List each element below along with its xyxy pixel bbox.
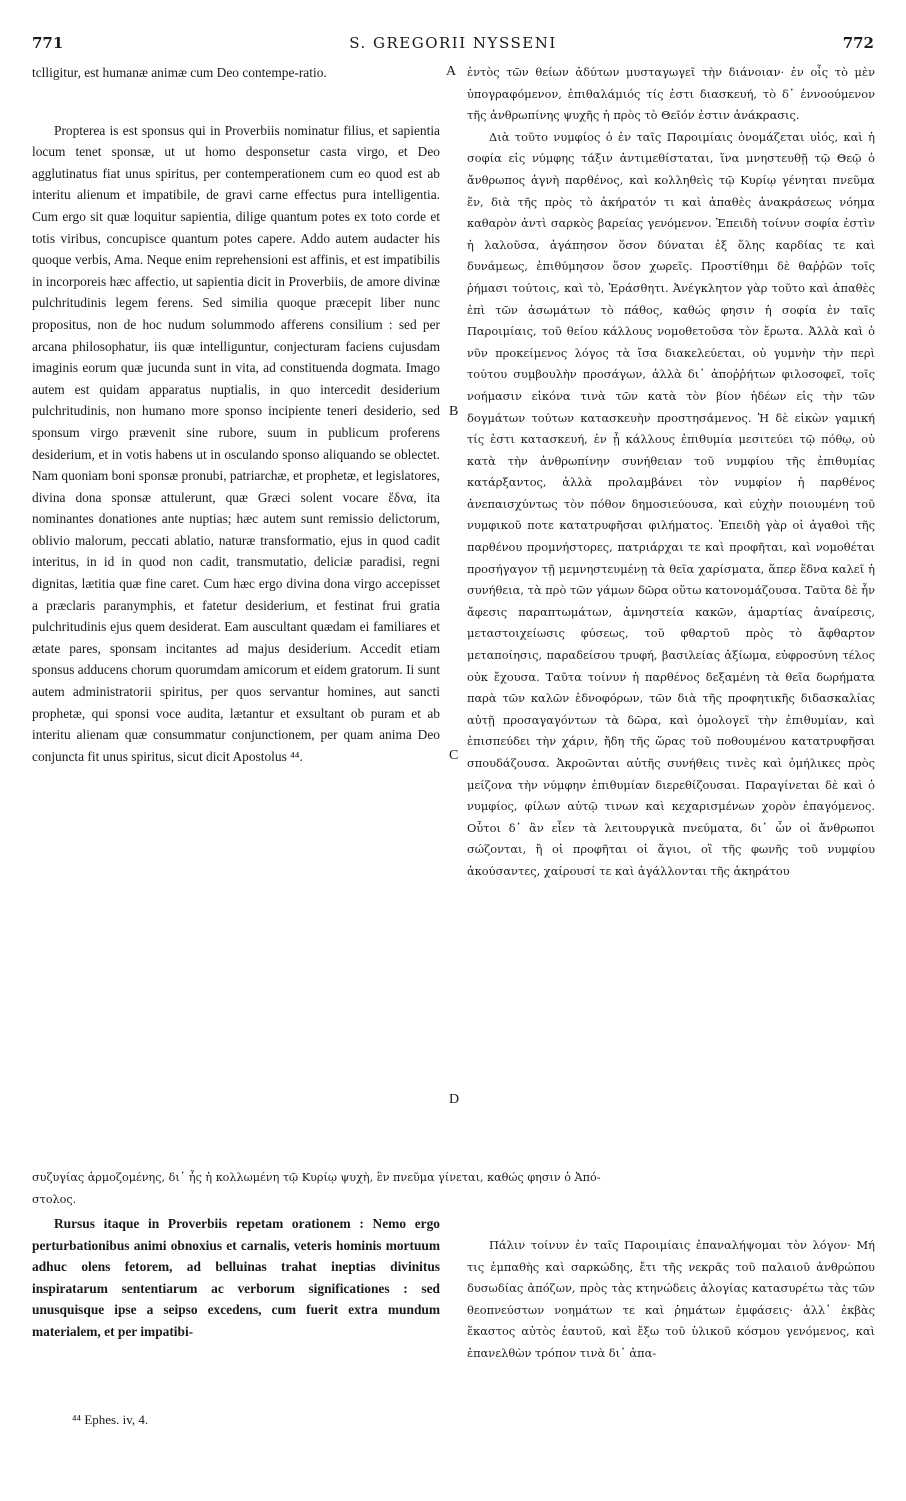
page-number-left: 771 bbox=[32, 34, 64, 52]
section-marker-c: C bbox=[449, 748, 459, 763]
latin-paragraph-2: Rursus itaque in Proverbiis repetam orationem : Nemo ergo perturbationibus animi obnoxius et carnalis, veteris hominis mortuum adhuc olens fetorem, ad belluinas trahat ineptias divinitus inspiratarum sententiarum ac verborum significationes : sed unusquisque ipse a seipso excedens, cum fuerit extra mundum materialem, et per impatibi- bbox=[32, 1216, 440, 1339]
footnote: ⁴⁴ Ephes. iv, 4. bbox=[72, 1412, 149, 1427]
section-marker-a: A bbox=[446, 64, 457, 79]
greek-column-lower bbox=[467, 1235, 875, 1405]
section-marker-b: B bbox=[449, 404, 459, 419]
full-width-continuation bbox=[32, 1167, 875, 1211]
page-number-right: 772 bbox=[842, 34, 874, 52]
greek-paragraph-2: Πάλιν τοίνυν ἐν ταῖς Παροιμίαις ἐπαναλήψομαι τὸν λόγον· Μή τις ἐμπαθὴς καὶ σαρκώδης, ἔτι τῆς νεκρᾶς τοῦ παλαιοῦ ἀνθρώπου δυσωδίας ἀπόζων, πρὸς τὰς κτηνώδεις ἀλογίας κατασυρέτω τὰς τῶν θεοπνεύστων νοημάτων τε καὶ ῥημάτων ἐμφάσεις· ἀλλ᾽ ἐκβὰς ἕκαστος αὐτὸς ἑαυτοῦ, καὶ ἔξω τοῦ ὑλικοῦ κόσμου γενόμενος, καὶ ἐπανελθὼν τρόπον τινὰ δι᾽ ἀπα- bbox=[467, 1238, 875, 1360]
greek-column bbox=[467, 62, 875, 1186]
paragraph-gap bbox=[32, 84, 440, 120]
latin-column bbox=[32, 62, 440, 1164]
latin-paragraph-0: tclligitur, est humanæ animæ cum Deo contempe-ratio. bbox=[32, 65, 327, 80]
page-header bbox=[32, 34, 874, 58]
latin-column-lower bbox=[32, 1213, 440, 1405]
continuation-line-1: συζυγίας ἁρμοζομένης, δι᾽ ἧς ἡ κολλωμένη τῷ Κυρίῳ ψυχὴ, ἓν πνεῦμα γίνεται, καθώς φησιν ὁ Ἀπό- bbox=[32, 1171, 601, 1184]
latin-paragraph-1: Propterea is est sponsus qui in Proverbiis nominatur filius, et sapientia locum tenet sponsæ, ut ut homo desponsetur casta virgo, et Deo agglutinatus fiat unus spiritus, per contemperationem cum eo quod est ab interitu alienum et impatibile, de gravi carne effectus pura intelligentia. Cum ergo sit quæ loquitur sapientia, dilige quantum potes ex toto corde et totis viribus, concupisce quantum potes capere. Addo autem audacter his quoque verbis, Ama. Neque enim reprehensioni est affinis, et est impatibilis in incorporeis hæc affectio, ut sapientia dicit in Proverbiis, de amore divinæ pulchritudinis legem ferens. Sed similia quoque præcepit liber nunc propositus, non de hoc nudum solummodo afferens consilium : sed per arcana philosophatur, iis quæ intelliguntur, conjecturam faciens cujusdam imaginis eorum quæ jucunda sunt in vita, ad constituenda dogmata. Imago autem est quidam apparatus nuptialis, in quo intercedit desiderium pulchritudinis, non humano more sponso incipiente teneri desiderio, sed sponsum virgo prævenit sine rubore, suum in publicum proferens desiderium, et in votis habens ut in osculando sponso aliquando se oblectet. Nam quoniam boni sponsæ pronubi, patriarchæ, et prophetæ, et legislatores, divina dona sponsæ attulerunt, quæ Græci solent vocare ἕδνα, ita nominantes donationes ante nuptias; hæc autem sunt remissio delictorum, oblivio malorum, peccati ablatio, naturæ transformatio, ejus in quod cadit interitus, in id in quod non cadit, transmutatio, deliciæ paradisi, regni dignitas, lætitia quæ fine caret. Cum hæc ergo divina dona virgo accepisset a præclaris paranymphis, et fatetur desiderium, et festinat frui gratia pulchritudinis ejus quem desiderat. Eam auscultant quædam ei familiares et ætate pares, sponsam incitantes ad majus desiderium. Accedit etiam sponsus adducens chorum quorumdam amicorum et eidem gratorum. Ii sunt autem administratorii spiritus, per quos servantur homines, aut sancti prophetæ, qui sponsi voce audita, lætantur et exsultant ob puram et ab interitu alienam quæ consummatur conjunctionem, per quam anima Deo conjuncta fit unus spiritus, sicut dicit Apostolus ⁴⁴. bbox=[32, 122, 440, 764]
greek-paragraph-1: Διὰ τοῦτο νυμφίος ὁ ἐν ταῖς Παροιμίαις ὀνομάζεται υἱός, καὶ ἡ σοφία εἰς νύμφης τάξιν ἀντιμεθίσταται, ἵνα μνηστευθῇ τῷ Θεῷ ὁ ἄνθρωπος ἁγνὴ παρθένος, καὶ κολληθεὶς τῷ Κυρίῳ γένηται πνεῦμα ἕν, διὰ τῆς πρὸς τὸ ἀκήρατόν τι καὶ ἀπαθὲς ἀνακράσεως νόημα καθαρὸν ἀντὶ σαρκὸς βαρείας γενόμενον. Ἐπειδὴ τοίνυν σοφία ἐστὶν ἡ λαλοῦσα, ἀγάπησον ὅσον δύναται ἐξ ὅλης καρδίας τε καὶ δυνάμεως, ἐπιθύμησον ὅσον χωρεῖς. Προστίθημι δὲ θαῤῥῶν τοῖς ῥήμασι τούτοις, καὶ τὸ, Ἐράσθητι. Ἀνέγκλητον γὰρ τοῦτο καὶ ἀπαθὲς ἐπὶ τῶν ἀσωμάτων τὸ πάθος, καθώς φησιν ἡ σοφία ἐν ταῖς Παροιμίαις, τοῦ θείου κάλλους νομοθετοῦσα τὸν ἔρωτα. Ἀλλὰ καὶ ὁ νῦν προκείμενος λόγος τὰ ἴσα διακελεύεται, οὐ γυμνὴν τὴν περὶ τούτου συμβουλὴν προσάγων, ἀλλὰ δι᾽ ἀποῤῥήτων φιλοσοφεῖ, τοῖς νοήμασιν εἰκόνα τινὰ τῶν κατὰ τὸν βίον ἡδέων εἰς τὴν τῶν δογμάτων τούτων κατασκευὴν προστησάμενος. Ἡ δὲ εἰκὼν γαμική τίς ἐστι κατασκευή, ἐν ᾗ κάλλους ἐπιθυμία μεσιτεύει τῷ πόθῳ, οὐ κατὰ τὴν ἀνθρωπίνην συνήθειαν τοῦ νυμφίου τῆς ἐπιθυμίας κατάρξαντος, ἀλλὰ προλαμβάνει τὸν νυμφίον ἡ παρθένος ἀνεπαισχύντως τὸν πόθον δημοσιεύουσα, καὶ εὐχὴν ποιουμένη τοῦ νυμφικοῦ ποτε κατατρυφῆσαι φιλήματος. Ἐπειδὴ γὰρ οἱ ἀγαθοὶ τῆς παρθένου προμνήστορες, πατριάρχαι τε καὶ προφῆται, καὶ νομοθέται προσήγαγον τῇ μεμνηστευμένῃ τὰ θεῖα χαρίσματα, ἅπερ ἕδνα καλεῖ ἡ συνήθεια, τὰ πρὸ τῶν γάμων δῶρα οὕτω κατονομάζουσα. Ταῦτα δὲ ἦν ἄφεσις παραπτωμάτων, ἀμνηστεία κακῶν, ἁμαρτίας ἀναίρεσις, μεταστοιχείωσις φύσεως, τοῦ φθαρτοῦ πρὸς τὸ ἄφθαρτον μεταποίησις, παραδείσου τρυφή, βασιλείας ἀξίωμα, εὐφροσύνη τέλος οὐκ ἔχουσα. Ταῦτα τοίνυν ἡ παρθένος δεξαμένη τὰ θεῖα δωρήματα παρὰ τῶν καλῶν ἑδνοφόρων, τῶν διὰ τῆς προφητικῆς διδασκαλίας αὐτῇ προσαγαγόντων τὰ δῶρα, καὶ ὁμολογεῖ τὴν ἐπιθυμίαν, καὶ ἐπισπεύδει τὴν χάριν, ἤδη τῆς ὥρας τοῦ ποθουμένου κατατρυφῆσαι σπουδάζουσα. Ἀκροῶνται αὐτῆς συνήθεις τινὲς καὶ ὁμήλικες πρὸς μείζονα τὴν νύμφην ἐπιθυμίαν διερεθίζουσαι. Παραγίνεται δὲ καὶ ὁ νυμφίος, φίλων αὐτῷ τινων καὶ κεχαρισμένων χορὸν ἐπαγόμενος. Οὗτοι δ᾽ ἂν εἶεν τὰ λειτουργικὰ πνεύματα, δι᾽ ὧν οἱ ἄνθρωποι σώζονται, ἢ οἱ προφῆται οἱ ἅγιοι, οἳ τῆς φωνῆς τοῦ νυμφίου ἀκούσαντες, χαίρουσί τε καὶ ἀγάλλονται τῆς ἀκηράτου bbox=[467, 129, 875, 878]
section-marker-d: D bbox=[449, 1092, 460, 1107]
continuation-line-2: στολος. bbox=[32, 1193, 77, 1206]
greek-paragraph-0: ἐντὸς τῶν θείων ἀδύτων μυσταγωγεῖ τὴν διάνοιαν· ἐν οἷς τὸ μὲν ὑπογραφόμενον, ἐπιθαλάμιός τίς ἐστι διασκευή, τὸ δ᾽ ἐννοούμενον τῆς ἀνθρωπίνης ψυχῆς ἡ πρὸς τὸ Θεῖόν ἐστιν ἀνάκρασις. bbox=[467, 65, 875, 123]
running-title: S. GREGORII NYSSENI bbox=[349, 34, 557, 52]
